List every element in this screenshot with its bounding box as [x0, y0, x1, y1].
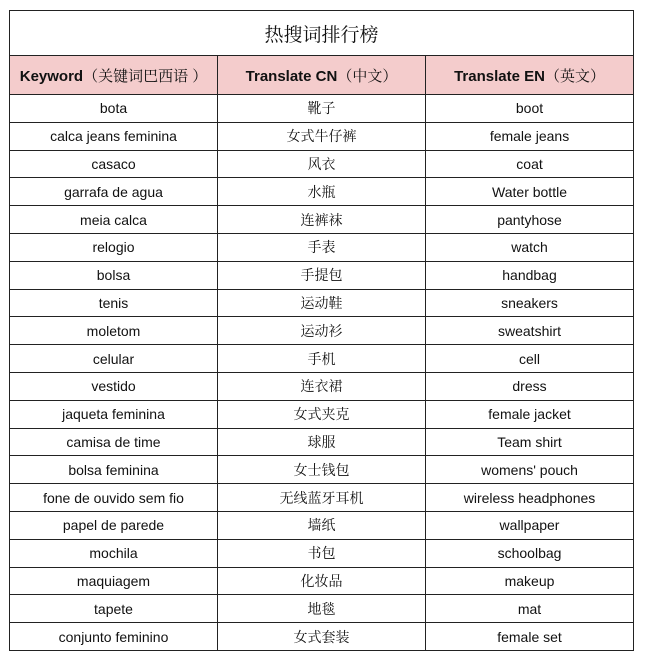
table-title: 热搜词排行榜: [10, 11, 634, 56]
translate-cn-cell: 手机: [218, 345, 426, 373]
translate-en-cell: female jeans: [426, 122, 634, 150]
table-body: [10, 95, 634, 651]
keyword-cell: vestido: [10, 372, 218, 400]
table-row: [10, 484, 634, 512]
translate-en-cell: Water bottle: [426, 178, 634, 206]
translate-cn-cell: 地毯: [218, 595, 426, 623]
translate-en-cell: schoolbag: [426, 539, 634, 567]
translate-en-cell: womens' pouch: [426, 456, 634, 484]
keyword-cell: jaqueta feminina: [10, 400, 218, 428]
translate-en-cell: boot: [426, 95, 634, 123]
translate-cn-cell: 靴子: [218, 95, 426, 123]
table-row: [10, 428, 634, 456]
translate-cn-cell: 手表: [218, 233, 426, 261]
keyword-cell: relogio: [10, 233, 218, 261]
table-row: [10, 623, 634, 651]
table-row: [10, 595, 634, 623]
translate-cn-cell: 女式牛仔裤: [218, 122, 426, 150]
keyword-cell: mochila: [10, 539, 218, 567]
translate-en-cell: pantyhose: [426, 206, 634, 234]
table-row: [10, 261, 634, 289]
table-row: [10, 456, 634, 484]
header-keyword: Keyword（关键词巴西语 ）: [10, 56, 218, 95]
table-row: [10, 178, 634, 206]
table-row: [10, 539, 634, 567]
translate-cn-cell: 运动鞋: [218, 289, 426, 317]
table-row: [10, 206, 634, 234]
translate-en-cell: female jacket: [426, 400, 634, 428]
table-row: [10, 233, 634, 261]
keyword-cell: tapete: [10, 595, 218, 623]
table-row: [10, 95, 634, 123]
table-row: [10, 150, 634, 178]
table-row: [10, 511, 634, 539]
translate-en-cell: wireless headphones: [426, 484, 634, 512]
translate-cn-cell: 手提包: [218, 261, 426, 289]
keyword-cell: casaco: [10, 150, 218, 178]
translate-cn-cell: 女式夹克: [218, 400, 426, 428]
table-row: [10, 122, 634, 150]
translate-cn-cell: 运动衫: [218, 317, 426, 345]
table-row: [10, 372, 634, 400]
translate-cn-cell: 水瓶: [218, 178, 426, 206]
translate-en-cell: watch: [426, 233, 634, 261]
table-row: [10, 317, 634, 345]
translate-cn-cell: 墙纸: [218, 511, 426, 539]
keyword-cell: bota: [10, 95, 218, 123]
translate-cn-cell: 球服: [218, 428, 426, 456]
keyword-cell: tenis: [10, 289, 218, 317]
keyword-cell: maquiagem: [10, 567, 218, 595]
keyword-cell: moletom: [10, 317, 218, 345]
keyword-cell: bolsa: [10, 261, 218, 289]
header-row: [10, 56, 634, 95]
translate-en-cell: Team shirt: [426, 428, 634, 456]
keyword-cell: celular: [10, 345, 218, 373]
table-row: [10, 289, 634, 317]
translate-en-cell: wallpaper: [426, 511, 634, 539]
translate-en-cell: female set: [426, 623, 634, 651]
keyword-cell: calca jeans feminina: [10, 122, 218, 150]
translate-cn-cell: 书包: [218, 539, 426, 567]
keyword-cell: garrafa de agua: [10, 178, 218, 206]
translate-cn-cell: 无线蓝牙耳机: [218, 484, 426, 512]
translate-en-cell: coat: [426, 150, 634, 178]
translate-en-cell: mat: [426, 595, 634, 623]
table-row: [10, 567, 634, 595]
translate-en-cell: handbag: [426, 261, 634, 289]
translate-en-cell: dress: [426, 372, 634, 400]
translate-cn-cell: 女式套装: [218, 623, 426, 651]
hot-search-table: [9, 10, 634, 651]
keyword-cell: bolsa feminina: [10, 456, 218, 484]
header-translate-en: Translate EN（英文）: [426, 56, 634, 95]
translate-cn-cell: 连裤袜: [218, 206, 426, 234]
translate-en-cell: cell: [426, 345, 634, 373]
translate-en-cell: makeup: [426, 567, 634, 595]
keyword-cell: fone de ouvido sem fio: [10, 484, 218, 512]
keyword-cell: camisa de time: [10, 428, 218, 456]
keyword-cell: meia calca: [10, 206, 218, 234]
translate-cn-cell: 女士钱包: [218, 456, 426, 484]
table-row: [10, 345, 634, 373]
keyword-cell: conjunto feminino: [10, 623, 218, 651]
header-translate-cn: Translate CN（中文）: [218, 56, 426, 95]
translate-cn-cell: 化妆品: [218, 567, 426, 595]
translate-en-cell: sneakers: [426, 289, 634, 317]
table-row: [10, 400, 634, 428]
keyword-cell: papel de parede: [10, 511, 218, 539]
translate-en-cell: sweatshirt: [426, 317, 634, 345]
translate-cn-cell: 连衣裙: [218, 372, 426, 400]
translate-cn-cell: 风衣: [218, 150, 426, 178]
